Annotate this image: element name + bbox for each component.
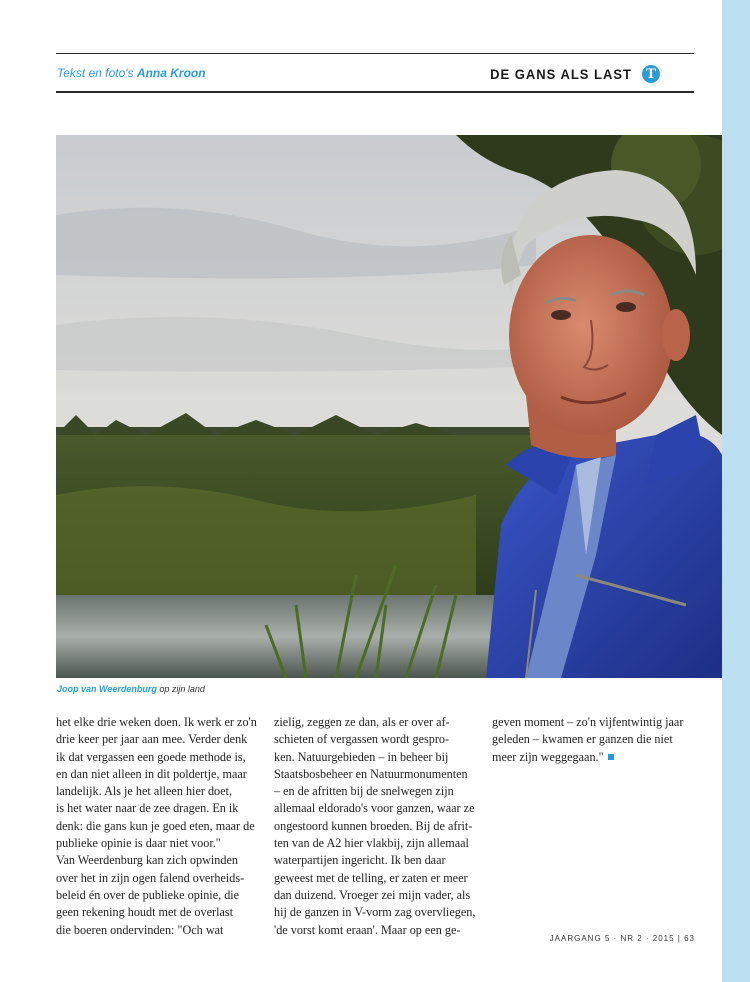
text-line: over het in zijn ogen falend overheids- [56,870,245,885]
article-column-2 [274,714,494,939]
text-line: zielig, zeggen ze dan, als er over af- [274,715,450,729]
text-line: drie keer per jaar aan mee. Verder denk [56,732,248,747]
photo-caption [57,684,205,694]
text-line: en dan niet alleen in dit poldertje, maar [56,766,247,781]
end-of-article-icon [608,754,614,760]
text-line: ik dat vergassen een goede methode is, [56,749,246,764]
credit-prefix: Tekst en foto's [57,66,134,80]
text-line: denk: die gans kun je goed eten, maar de [56,818,255,833]
text-line: hij de ganzen in V-vorm zag overvliegen, [274,905,476,920]
text-line: 'de vorst komt eraan'. Maar op een ge- [274,922,461,937]
text-line: die boeren ondervinden: "Och wat [56,922,224,937]
page-folio: JAARGANG 5 · NR 2 · 2015 | 63 [549,934,695,943]
text-line: dan duizend. Vroeger zei mijn vader, als [274,887,471,902]
section-header [490,64,662,84]
side-color-strip [722,0,750,982]
text-line: ten van de A2 hier vlakbij, zijn allemaal [274,836,469,851]
text-line: beleid én over de publieke opinie, die [56,887,240,902]
header-rule-bottom [56,91,694,93]
text-line: het elke drie weken doen. Ik werk er zo'n [56,715,257,729]
text-line: – en de afritten bij de snelwegen zijn [274,784,454,799]
text-line: Van Weerdenburg kan zich opwinden [56,853,239,868]
author-credit [57,66,206,80]
article-column-1 [56,714,276,939]
text-line: Staatsbosbeheer en Natuurmonumenten [274,766,468,781]
text-line: schieten of vergassen wordt gespro- [274,732,450,747]
text-line-last [492,749,712,766]
text-line: allemaal eldorado's voor ganzen, waar ze [274,801,475,816]
text-line: landelijk. Als je het alleen hier doet, [56,784,232,799]
article-column-3 [492,714,712,766]
magazine-badge-icon [640,63,662,85]
text-line: geleden – kwamen er ganzen die niet [492,732,673,747]
text-line: ongestoord kunnen broeden. Bij de afrit- [274,818,473,833]
caption-name: Joop van Weerdenburg [57,684,157,694]
text-line: waterpartijen ingericht. Ik ben daar [274,853,446,868]
credit-author: Anna Kroon [136,66,206,80]
text-line: is het water naar de zee dragen. En ik [56,801,239,816]
farmer-portrait-image [56,135,722,678]
caption-text: op zijn land [156,684,205,694]
text-line: geweest met de telling, er zaten er meer [274,870,468,885]
section-title: DE GANS ALS LAST [490,66,632,82]
header-rule-top [56,53,694,54]
text-line: geven moment – zo'n vijfentwintig jaar [492,715,684,729]
text-line: geen rekening houdt met de overlast [56,905,233,920]
text-line: meer zijn weggegaan." [492,749,604,764]
text-line: publieke opinie is daar niet voor." [56,836,221,851]
text-line: ken. Natuurgebieden – in beheer bij [274,749,449,764]
article-photo [56,135,722,678]
badge-letter: T [645,65,656,82]
